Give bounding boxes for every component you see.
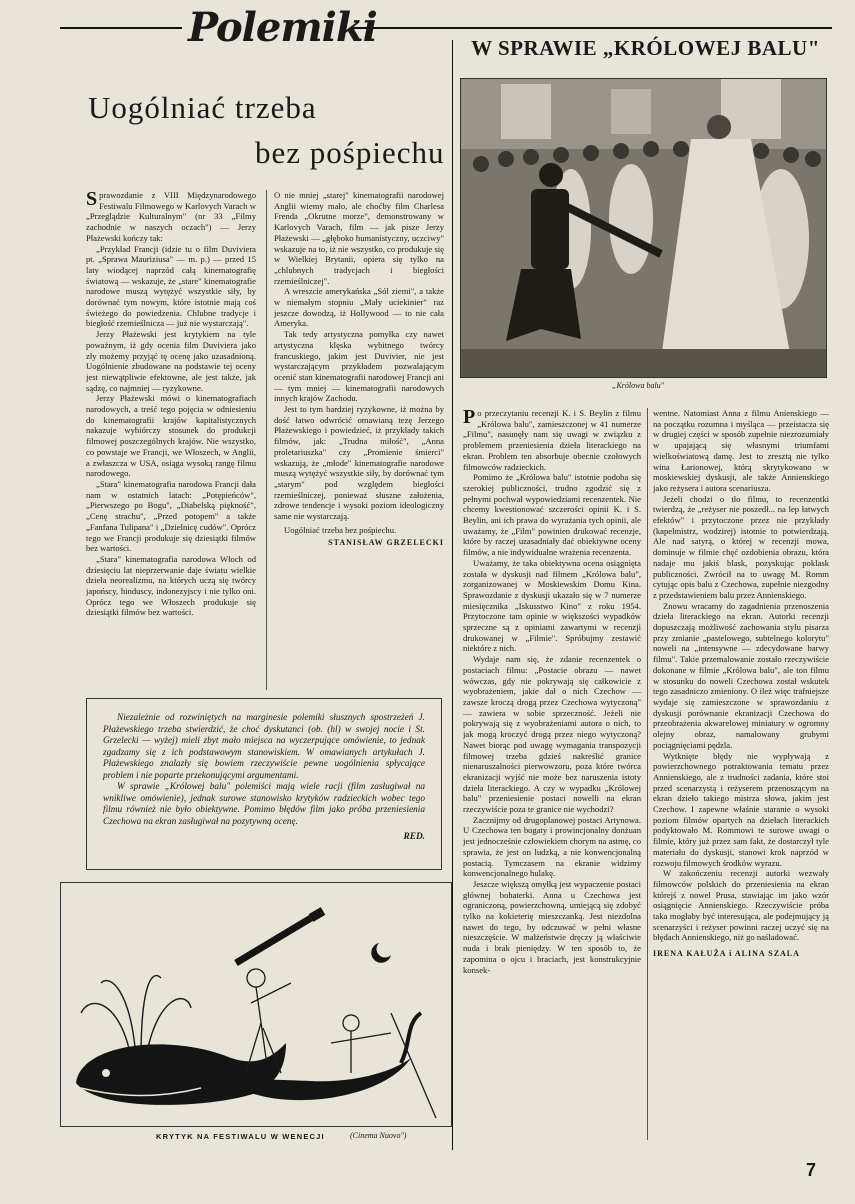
editorial-signature: RED. bbox=[403, 832, 425, 842]
section-divider bbox=[452, 40, 453, 1150]
whale-gondola-cartoon bbox=[61, 883, 451, 1126]
cartoon-caption: KRYTYK NA FESTIWALU W WENECJI bbox=[156, 1132, 325, 1141]
paragraph: wentne. Natomiast Anna z filmu Anienskiego — na początku rozumna i myśląca — przeistacza się w drugiej części w sposób zupełnie niezrozumiały w upajającą się własnymi triumfami wielkoświatową damę. Jest to zresztą nie tylko wina Łarionowej, którą skrytykowano w moskiewskiej dyskusji, ale także Annienskiego jako reżysera i autora scenariusza. bbox=[653, 408, 829, 493]
drop-cap: P bbox=[463, 408, 476, 428]
paragraph: Wydaje nam się, że zdanie recenzentek o postaciach filmu: „Postacie obrazu — nawet wówczas, gdy nie pokrywają się całkowicie z wyobrażeniem, jakie dał o nich Czechow — zawsze kroczą drogą przez Czechowa wytyczoną" — zawiera w sobie sprzeczność. Jeżeli nie pokrywają się z wyobrażeniami autora o nich, to jak mogą kroczyć drogą przez niego wytyczoną? Nawet biorąc pod uwagę wymagania transpozycji filmowej trzeba gdzieś nakreślić granice nienaruszalności pierwowzoru, poza które twórca ekranizacji wyjść nie może bez naruszenia istoty dzieła literackiego. A czy w wypadku „Królowej balu" przeniesienie postaci nowelli na ekran rzeczywiście poza te granice nie wychodzi? bbox=[463, 654, 641, 815]
photo-caption: „Królowa balu" bbox=[612, 381, 665, 390]
ballroom-scene-illustration bbox=[461, 79, 826, 377]
column-divider bbox=[266, 190, 267, 690]
paragraph: „Stara" kinematografia narodowa Francji dała nam w ostatnich latach: „Potępieńców", „Pierwszego po Bogu", „Diabelską piękność", „Cenę strachu", „Przed potopem" a także „Fanfana Tulipana" i „Dzielnicę cudów". Oprócz tego we Francji produkuje się dziesiątki filmów bez wartości. bbox=[86, 478, 256, 554]
paragraph: Pomimo że „Królowa balu" istotnie podoba się szerokiej publiczności, trudno zgodzić się z pełnymi pochwał wypowiedziami recenzentek. Nie chcemy kwestionować szczerości opinii K. i S. Beylin, ani ich prawa do wyrażania tych opinii, ale uważamy, że „Film" powinien drukować recenzje, które by raczej uzasadniały dać obiektywne oceny filmów, a nie indywidualne wrażenia recenzenta. bbox=[463, 472, 641, 558]
paragraph: Uogólniać trzeba bez pośpiechu. bbox=[284, 524, 397, 535]
film-still-photo bbox=[460, 78, 827, 378]
paragraph: Tak tedy artystyczna pomyłka czy nawet artystyczna klęska wybitnego twórcy francuskiego, jakim jest Duvivier, nie jest wystarczającym przykładem pozwalającym ocenić stan kinematografii narodowej Francji ani — tym mniej — kinematografii narodowych innych krajów Zachodu. bbox=[274, 329, 444, 404]
header-rule-left bbox=[60, 27, 182, 29]
drop-cap: S bbox=[86, 190, 98, 210]
paragraph: Uważamy, że taka obiektywna ocena osiągnięta została w dyskusji nad filmem „Królowa balu", zorganizowanej w Moskiewskim Domu Kina. Sprawozdanie z dyskusji ukazało się w 7 numerze miesięcznika „Iskusstwo Kino" z roku 1954. Przytoczone tam opinie w większości wypadków sprzeczne są z opiniami zawartymi w recenzji drukowanej w „Filmie". Spróbujmy zestawić niektóre z nich. bbox=[463, 557, 641, 654]
column-divider bbox=[647, 408, 648, 1140]
paragraph: „Stara" kinematografia narodowa Włoch od dziesięciu lat nieprzerwanie daje światu wielkie dzieła neorealizmu, na których uczą się twórcy japońscy, hinduscy, indonezyjscy i nie tylko oni. Oprócz tego we Włoszech produkuje się dziesiątki filmów bez wartości. bbox=[86, 553, 256, 618]
right-article-headline: W SPRAWIE „KRÓLOWEJ BALU" bbox=[471, 36, 820, 60]
paragraph: Zacznijmy od drugoplanowej postaci Artynowa. U Czechowa ten bogaty i prowincjonalny donżuan jest jednocześnie człowiekiem chorym na astmę, co sprawia, że jest on ludzką, a nie konwencjonalną postacią. Tymczasem na ekranie widzimy konwencjonalnego hulakę. bbox=[463, 814, 641, 879]
right-article-signature: IRENA KAŁUŻA i ALINA SZALA bbox=[653, 949, 800, 959]
paragraph: W zakończeniu recenzji autorki wezwały filmowców polskich do przeniesienia na ekran którejś z nowel Prusa, stawiając im jako wzór osiągnięcie Annienskiego. Rzeczywiście próba taka mogłaby być interesująca, ale podejmujący ją scenarzyści i reżyser powinni raczej uczyć się na błędach Annienskiego, niż go naśladować. bbox=[653, 868, 829, 943]
right-article-column-2 bbox=[653, 408, 829, 1150]
paragraph: Jest to tym bardziej ryzykowne, iż można by dość łatwo odwrócić omawianą tezę Jerzego Płażewskiego i powiedzieć, iż przykłady takich filmów, jak: „Trudna miłość", „Anna proletariuszka" czy „Promienie śmierci" wskazują, że „młode" kinematografie narodowe muszą wytężyć wszystkie siły, by dorównać tym „starym" pod względem biegłości rzemieślniczej, ponieważ słuszne założenia, zdrowe tendencje i wysoki poziom ideologiczny same nie wystarczają. bbox=[274, 404, 444, 522]
editorial-paragraph: W sprawie „Królowej balu" polemiści mają wiele racji (film zasługiwał na wnikliwe omówienie), jednak surowe stanowisko krytyków radzieckich wobec tego filmu również nie było obiektywne. Pomimo błędów film jako próba przeniesienia Czechowa na ekran zasługiwał na pozytywną ocenę. bbox=[103, 782, 425, 827]
cartoon-credit: (Cinema Nuovo") bbox=[350, 1131, 407, 1140]
paragraph: Znowu wracamy do zagadnienia przenoszenia dzieła literackiego na ekran. Autorki recenzji dopuszczają możliwość zachowania stylu pisarza przy zmianie „pastelowego, subtelnego kolorytu" noweli na „intensywne — zdecydowane barwy filmu". Takie przemalowanie zostało rzeczywiście dokonane w filmie „Królowa balu", ale ton filmu w stosunku do noweli Czechowa został wskutek tego zasadniczo zmieniony. O ileż więc trafniejsze wydaje się zamieszczone w sprawozdaniu z dyskusji porównanie ekranizacji Czechowa do przeobrażenia akwarelowej miniatury w ogromny olejny obraz, namalowany grubymi pociągnięciami pędzla. bbox=[653, 600, 829, 750]
left-article-headline-line1: Uogólniać trzeba bbox=[88, 90, 317, 125]
section-rubric: Polemiki bbox=[188, 4, 377, 51]
paragraph: Sprawozdanie z VIII Międzynarodowego Festiwalu Filmowego w Karlovych Varach w „Przeglądzie Kulturalnym" (nr 33 „Filmy zachodnie w naszych oczach") — Jerzy Płażewski kończy tak: bbox=[86, 190, 256, 243]
left-article-signature: STANISŁAW GRZELECKI bbox=[328, 537, 444, 547]
left-article-column-1 bbox=[86, 190, 256, 690]
paragraph: Jerzy Płażewski mówi o kinematografiach narodowych, a treść tego pojęcia w odniesieniu do kinematografii krajów kapitalistycznych nakazuje wybiórczy stosunek do produkcji filmowej poszczególnych krajów. Nie wszystko, co powstaje we Francji, we Włoszech, w Anglii, a zwłaszcza w USA, osiąga wysoką rangę filmu narodowego. bbox=[86, 393, 256, 479]
editorial-paragraph: Niezależnie od rozwiniętych na marginesie polemiki słusznych spostrzeżeń J. Płażewskiego trzeba stwierdzić, że choć dyskutanci (ob. (hl) w swojej nocie i St. Grzelecki — wyżej) mieli zbyt mało miejsca na wyczerpujące omówienie, to jednak zgadzamy się z ich podstawowym stanowiskiem. W omawianych artykułach J. Płażewskiego znalazły się bowiem rzeczywiście pewne uogólnienia spłycające problem i nie poparte przekonującymi argumentami. bbox=[103, 713, 425, 781]
paragraph: Jerzy Płażewski jest krytykiem na tyle poważnym, iż gdy ocenia film Duviviera jako zły możemy przyjąć tę ocenę jako uzasadnioną. Uogólnienie zbudowane na podstawie tej oceny jest niewątpliwie efektowne, ale jest także, jak sądzę, co najmniej — ryzykowne. bbox=[86, 329, 256, 393]
paragraph: O nie mniej „starej" kinematografii narodowej Anglii wiemy mało, ale choćby film Charlesa Frenda „Okrutne morze", demonstrowany w Karlovych Varach, film — jak pisze Jerzy Płażewski — „głęboko humanistyczny, uczciwy" wskazuje na to, iż nie wszystko, co produkuje się w Wielkiej Brytanii, opiera się tylko na „chlubnych tradycjach i biegłości rzemieślniczej". bbox=[274, 190, 444, 286]
paragraph: Jeżeli chodzi o tło filmu, to recenzentki twierdzą, że „reżyser nie poszedł... na lep łatwych efektów" i przytoczone przez nie przykłady (kapelmistrz, wodzirej) istotnie to potwierdzają. Ale nad satyrą, o której w recenzji mowa, dominuje w filmie chęć ozdobienia obrazu, która nadaje mu jakiś blask, pozyskując poklask publiczności. Zwrócił na to uwagę M. Romm cytując opis balu z Czechowa, zupełnie niezgodny z przedstawieniem balu przez Annienskiego. bbox=[653, 493, 829, 600]
editorial-note-box bbox=[86, 698, 442, 870]
header-rule-right bbox=[352, 27, 832, 29]
paragraph: A wreszcie amerykańska „Sól ziemi", a także w niemałym stopniu „Mały uciekinier" raz jeszcze dowodzą, iż Hollywood — to nie cała Ameryka. bbox=[274, 286, 444, 329]
left-article-headline-line2: bez pośpiechu bbox=[255, 135, 445, 170]
paragraph: Po przeczytaniu recenzji K. i S. Beylin z filmu „Królowa balu", zamieszczonej w 41 numerze „Filmu", nasunęły nam się uwagi w związku z problemem przeniesienia dzieła literackiego na ekran. Problem ten absorbuje obecnie czołowych filmowców radzieckich. bbox=[463, 408, 641, 472]
paragraph: „Przykład Francji (idzie tu o film Duviviera pt. „Sprawa Mauriziusa" — m. p.) — przed 15 laty wiodącej naprzód całą kinematografię światową — wskazuje, że „stare" kinematografie narodowe muszą wytężyć wszystkie siły, by dorównać tym nowym, które istotnie mają coś świeżego do powiedzenia. Chlubne tradycje i biegłość rzemieślnicza — już nie wystarczają". bbox=[86, 243, 256, 329]
paragraph: Jeszcze większą omyłką jest wypaczenie postaci głównej bohaterki. Anna u Czechowa jest ograniczoną, powierzchowną, umiejącą się zdobyć tylko na kokieterię mieszczanką. Jest niezdolna nawet do tego, by odczuwać w pełni własne nieszczęście. W małżeństwie dręczy ją właściwie nuda i brak pieniędzy. W ten sposób to, że zapomina o ojcu i braciach, jest konstrukcyjnie konsek- bbox=[463, 878, 641, 975]
cartoon-frame bbox=[60, 882, 452, 1127]
right-article-column-1 bbox=[463, 408, 641, 1140]
left-article-column-2 bbox=[274, 190, 444, 690]
paragraph: Wytknięte błędy nie wypływają z powierzchownego potraktowania tematu przez Annienskiego, ale z trudności zadania, które stoi przed scenarzystą i reżyserem przenoszącym na ekran dzieło takiego mistrza słowa, jakim jest Czechow. I zapewne właśnie staranie o wysoki poziom filmów opartych na dziełach literackich podyktowało M. Rommowi te surowe uwagi o filmie, który już przez sam fakt, że dostarczył tyle materiału do dyskusji, stanowi krok naprzód w rozwoju filmowych środków wyrazu. bbox=[653, 750, 829, 868]
page-number: 7 bbox=[806, 1160, 817, 1180]
